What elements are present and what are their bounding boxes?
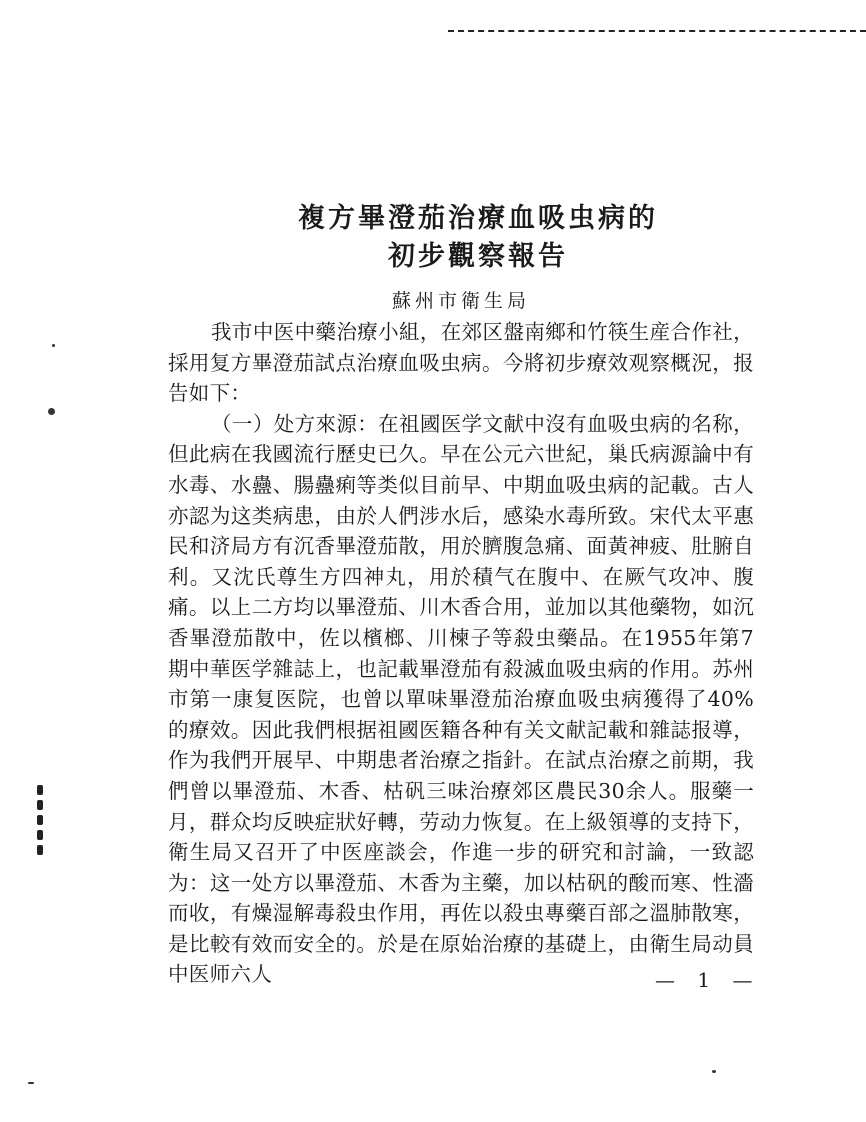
title-line-1: 複方畢澄茄治療血吸虫病的: [298, 203, 658, 234]
scan-speck: [28, 1082, 34, 1084]
title-line-2: 初步觀察報告: [388, 241, 568, 272]
title-block: [0, 200, 866, 276]
header-dashed-rule: [448, 30, 866, 32]
paragraph-intro: 我市中医中藥治療小組，在郊区盤南鄉和竹筷生産合作社，採用复方畢澄茄試点治療血吸虫病。今將初步療效观察概況，报告如下：: [168, 320, 754, 406]
paragraph-section-1: （一）处方來源：在祖國医学文献中沒有血吸虫病的名称，但此病在我國流行歷史已久。早在公元六世紀，巢氏病源論中有水毒、水蠱、腸蠱痢等类似目前早、中期血吸虫病的記載。古人亦認为这类病患，由於人們涉水后，感染水毒所致。宋代太平惠民和济局方有沉香畢澄茄散，用於臍腹急痛、面黃神疲、肚腑自利。又沈氏尊生方四神丸，用於積气在腹中、在厥气攻冲、腹痛。以上二方均以畢澄茄、川木香合用，並加以其他藥物，如沉香畢澄茄散中，佐以檳榔、川楝子等殺虫藥品。在1955年第7期中華医学雜誌上，也記載畢澄茄有殺滅血吸虫病的作用。苏州市第一康复医院，也曾以單味畢澄茄治療血吸虫病獲得了40%的療效。因此我們根据祖國医籍各种有关文献記載和雜誌报導，作为我們开展早、中期患者治療之指針。在試点治療之前期，我們曾以畢澄茄、木香、枯矾三味治療郊区農民30余人。服藥一月，群众均反映症狀好轉，劳动力恢复。在上級領導的支持下，衛生局又召开了中医座談会，作進一步的研究和討論，一致認为：这一处方以畢澄茄、木香为主藥，加以枯矾的酸而寒、性濇而收，有燥湿解毒殺虫作用，再佐以殺虫專藥百部之溫肺散寒，是比較有效而安全的。於是在原始治療的基礎上，由衛生局动員中医师六人: [168, 411, 754, 987]
author: 蘇州市衛生局: [391, 290, 530, 312]
scan-speck: [52, 344, 55, 347]
scan-speck: [712, 1070, 716, 1073]
page-number: — 1 —: [655, 968, 761, 992]
body-text: [168, 317, 754, 990]
scan-speck: [48, 408, 55, 415]
margin-handwriting-marks: [33, 782, 47, 862]
